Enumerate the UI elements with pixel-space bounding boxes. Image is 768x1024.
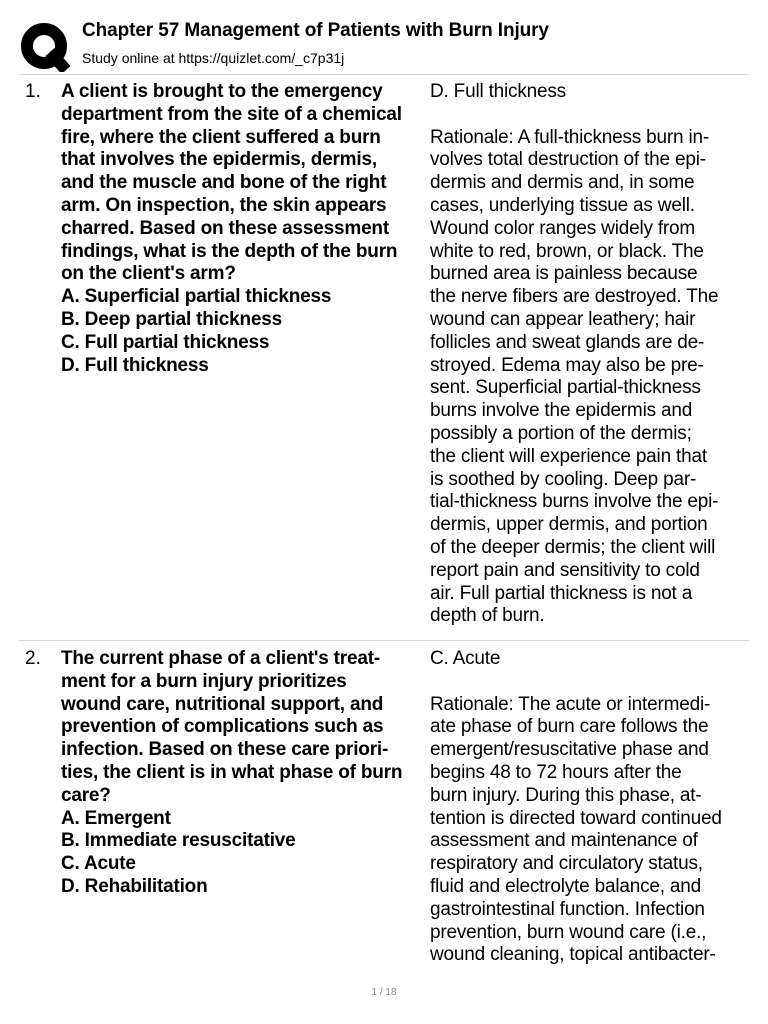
rationale-line: emergent/resuscitative phase and — [430, 739, 709, 761]
rationale-line: cases, underlying tissue as well. — [430, 194, 695, 216]
question-line: charred. Based on these assessment — [61, 217, 389, 239]
rationale-line: possibly a portion of the dermis; — [430, 422, 692, 444]
rationale-line: is soothed by cooling. Deep par- — [430, 468, 697, 490]
option-c: C. Full partial thickness — [61, 331, 270, 353]
card-number: 1. — [25, 81, 41, 102]
quizlet-logo-icon — [20, 22, 70, 72]
rationale-line: wound can appear leathery; hair — [430, 308, 696, 330]
question-line: A client is brought to the emergency — [61, 81, 383, 102]
rationale-line: stroyed. Edema may also be pre- — [430, 354, 704, 376]
card-answer — [430, 648, 755, 967]
rationale-line: begins 48 to 72 hours after the — [430, 761, 682, 783]
card-number: 2. — [25, 648, 41, 669]
question-line: that involves the epidermis, dermis, — [61, 149, 377, 171]
rationale-line: Rationale: A full-thickness burn in- — [430, 126, 710, 148]
spacer — [430, 671, 755, 694]
question-line: ties, the client is in what phase of burn — [61, 761, 403, 783]
page-indicator: 1 / 18 — [371, 987, 397, 998]
rationale-line: wound cleaning, topical antibacter- — [430, 944, 716, 966]
rationale-line: depth of burn. — [430, 605, 545, 627]
option-b: B. Immediate resuscitative — [61, 830, 296, 852]
card-question — [61, 81, 426, 377]
rationale-line: burns involve the epidermis and — [430, 400, 693, 422]
rationale-line: tial-thickness burns involve the epi- — [430, 491, 719, 513]
rationale-line: the nerve fibers are destroyed. The — [430, 286, 719, 308]
rationale-line: of the deeper dermis; the client will — [430, 536, 716, 558]
question-line: wound care, nutritional support, and — [61, 693, 384, 715]
question-line: arm. On inspection, the skin appears — [61, 194, 387, 216]
rationale-line: the client will experience pain that — [430, 445, 707, 467]
question-line: care? — [61, 784, 111, 806]
option-b: B. Deep partial thickness — [61, 308, 282, 330]
question-line: The current phase of a client's treat- — [61, 648, 380, 669]
rationale-line: white to red, brown, or black. The — [430, 240, 704, 262]
question-line: ment for a burn injury prioritizes — [61, 670, 347, 692]
rationale-line: air. Full partial thickness is not a — [430, 582, 693, 604]
card-question — [61, 648, 426, 899]
option-a: A. Superficial partial thickness — [61, 286, 332, 308]
rationale-line: dermis and dermis and, in some — [430, 172, 695, 194]
rationale-line: prevention, burn wound care (i.e., — [430, 921, 707, 943]
rationale-line: ate phase of burn care follows the — [430, 716, 709, 738]
question-line: infection. Based on these care priori- — [61, 739, 389, 761]
rationale-line: tention is directed toward continued — [430, 807, 722, 829]
question-line: findings, what is the depth of the burn — [61, 240, 398, 262]
answer-choice: D. Full thickness — [430, 81, 566, 102]
question-line: fire, where the client suffered a burn — [61, 126, 381, 148]
answer-choice: C. Acute — [430, 648, 501, 669]
rationale-line: Rationale: The acute or intermedi- — [430, 693, 711, 715]
option-d: D. Rehabilitation — [61, 875, 208, 897]
card-answer — [430, 81, 755, 628]
rationale-line: dermis, upper dermis, and portion — [430, 514, 708, 536]
rationale-line: sent. Superficial partial-thickness — [430, 377, 701, 399]
page-title: Chapter 57 Management of Patients with Burn Injury — [82, 20, 549, 41]
option-d: D. Full thickness — [61, 354, 209, 376]
divider — [19, 640, 749, 641]
rationale-line: burned area is painless because — [430, 263, 698, 285]
rationale-line: volves total destruction of the epi- — [430, 149, 706, 171]
question-line: department from the site of a chemical — [61, 103, 402, 125]
rationale-line: report pain and sensitivity to cold — [430, 559, 700, 581]
option-c: C. Acute — [61, 853, 136, 875]
rationale-line: follicles and sweat glands are de- — [430, 331, 705, 353]
document-header — [0, 0, 768, 74]
question-line: on the client's arm? — [61, 263, 236, 285]
rationale-line: respiratory and circulatory status, — [430, 853, 703, 875]
spacer — [430, 104, 755, 127]
question-line: and the muscle and bone of the right — [61, 172, 387, 194]
rationale-line: burn injury. During this phase, at- — [430, 784, 702, 806]
question-line: prevention of complications such as — [61, 716, 384, 738]
option-a: A. Emergent — [61, 807, 171, 829]
rationale-line: Wound color ranges widely from — [430, 217, 696, 239]
rationale-line: assessment and maintenance of — [430, 830, 698, 852]
rationale-line: gastrointestinal function. Infection — [430, 898, 705, 920]
rationale-line: fluid and electrolyte balance, and — [430, 875, 702, 897]
study-online-link[interactable]: Study online at https://quizlet.com/_c7p31j — [82, 50, 345, 66]
divider — [19, 74, 749, 75]
